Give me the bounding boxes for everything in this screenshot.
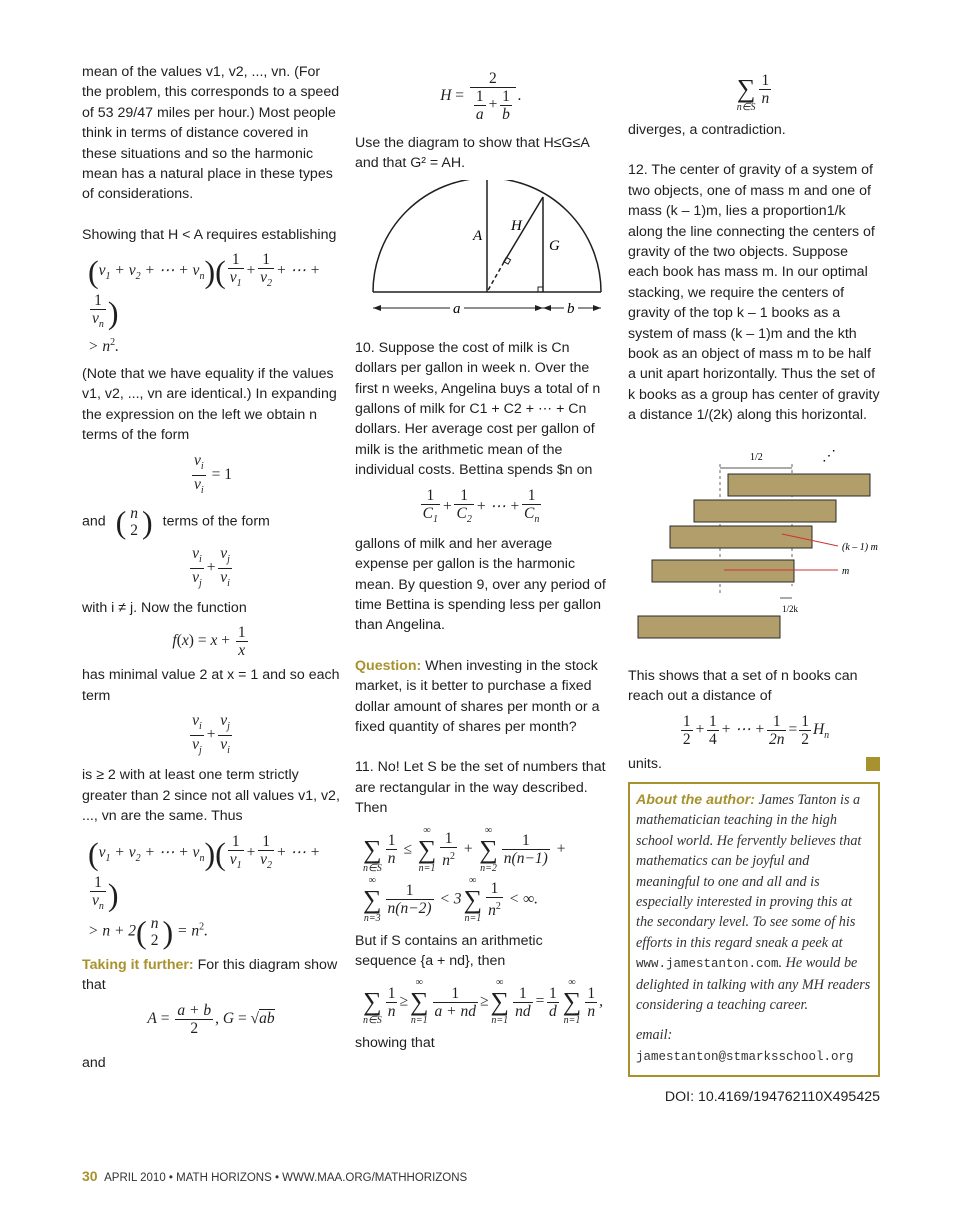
end-of-article-square	[866, 757, 880, 771]
dots-label: ⋰	[822, 448, 836, 464]
label-m: m	[842, 565, 850, 577]
author-text-2: . He would be delighted in talking with any MH readers considering a teaching career.	[636, 955, 871, 1013]
equation-sum-bound: ∑ n∈S $\frac{1}{n}$ ≤ ∞ ∑ n=1 $\frac{1}{n^2}$ + ∞ ∑ n=2 $\frac{1}{n(n-1)}$ + ∞ ∑ n=3 $\frac{1}{n(n-2)}$ < 3 ∞ ∑ n=1 $\frac{1}{n^2}$ < ∞.	[363, 824, 567, 924]
doi-line: DOI: 10.4169/194762110X495425	[664, 1089, 880, 1106]
equation-sum-over-s: ∑ n∈S $\frac{1}{n}$	[736, 71, 770, 113]
paragraph-use-diagram: Use the diagram to show that H≤G≤A and that G² = AH.	[355, 135, 590, 172]
footer-text: APRIL 2010 • MATH HORIZONS • WWW.MAA.ORG/MATHHORIZONS	[104, 1172, 468, 1184]
and-end: and	[82, 1054, 106, 1071]
dashed-radius	[487, 262, 504, 292]
label-a-upper: A	[473, 227, 483, 244]
equation-vi-over-vi: $\frac{v_i}{v_i}$ = 1	[194, 451, 232, 496]
binomial-terms-line: and ( n 2 ) terms of the form	[82, 503, 270, 540]
email-label: email:	[636, 1027, 673, 1044]
question-label: Question:	[355, 657, 422, 674]
paragraph-at-least-one-term: is ≥ 2 with at least one term strictly greater than 2 since not all values v1, v2, ..., vn are the same. Thus	[82, 767, 340, 825]
equation-harmonic-c: $\frac{1}{C_1}$ + $\frac{1}{C_2}$ + ⋯ + $\frac{1}{C_n}$	[422, 486, 540, 525]
equation-h-harmonic: H = 2 $\frac{1}{a}$ + $\frac{1}{b}$ .	[440, 70, 522, 123]
paragraph-now-function: with i ≠ j. Now the function	[82, 600, 247, 616]
and-label: and	[82, 513, 106, 530]
author-heading: About the author:	[636, 791, 755, 808]
paragraph-arithmetic-sequence: But if S contains an arithmetic sequence {a + nd}, then	[355, 932, 543, 970]
question-paragraph: Question: When investing in the stock market, is it better to purchase a fixed dollar amount of shares per month or a fixed quantity of shares per month?	[355, 657, 600, 735]
column-left	[82, 62, 340, 1073]
column-middle	[355, 62, 607, 1054]
page-number: 30	[82, 1168, 98, 1184]
book-4	[652, 560, 794, 582]
paragraph-diverges: diverges, a contradiction.	[628, 122, 786, 138]
book-3	[670, 526, 812, 548]
inequality-final: ($v_1 + v_2$ + ⋯ + $v_n$)( $\frac{1}{v_1}$ + $\frac{1}{v_2}$ + ⋯ + $\frac{1}{v_n}$ ) > n + 2( n 2 ) = $n^2$.	[88, 832, 321, 950]
equation-vi-vj-sum: $\frac{v_i}{v_j}$ + $\frac{v_j}{v_i}$	[192, 544, 230, 589]
paragraph-milk-cost: 10. Suppose the cost of milk is Cn dollars per gallon in week n. Over the first n weeks, Angelina buys a total of n gallons of milk for C1 + C2 + ⋯ + Cn dollars. Her average cost per gallon of milk is the arithmetic mean of the individual costs. Bettina spends $n on	[355, 339, 601, 479]
right-angle-mark-2	[504, 257, 511, 264]
label-b: b	[567, 300, 575, 317]
equation-harmonic-reach: $\frac{1}{2}$ + $\frac{1}{4}$ + ⋯ + $\frac{1}{2n}$ = $\frac{1}{2}$ $H_n$	[682, 712, 830, 748]
taking-further-label: Taking it further:	[82, 956, 194, 973]
taking-further-paragraph: Taking it further: For this diagram show that	[82, 956, 338, 994]
label-one-over-2k: 1/2k	[782, 603, 799, 614]
book-1	[728, 474, 870, 496]
units-line	[628, 754, 880, 774]
column-right	[628, 62, 880, 1108]
paragraph-harmonic-mean: mean of the values v1, v2, ..., vn. (For the problem, this corresponds to a speed of 53 29/47 miles per hour.) Most people think in terms of distance covered in these situations and so the harmonic mean has a natural place in these types of considerations.	[82, 64, 340, 203]
book-stack-figure	[632, 446, 882, 646]
paragraph-showing-that: showing that	[355, 1035, 435, 1052]
terms-label: terms of the form	[162, 513, 270, 530]
paragraph-eleven: 11. No! Let S be the set of numbers that are rectangular in the way described. Then	[355, 759, 606, 817]
page-footer	[82, 1168, 467, 1184]
book-2	[694, 500, 836, 522]
author-email-line	[636, 1025, 872, 1067]
segment-h	[504, 197, 543, 262]
paragraph-center-of-gravity: 12. The center of gravity of a system of two objects, one of mass m and one of mass (k – 1)m, lies a proportion1/k along the line connecting the centers of gravity of the two objects. Suppose each book has mass m. In our optimal stacking, we require the centers of gravity of the top k – 1 books as a system of mass (k – 1)m and the kth book as an object of mass m to be half a unit apart horizontally. Thus the set of k books as a group has center of gravity a distance 1/(2k) along this horizontal.	[628, 162, 880, 424]
author-box	[628, 782, 880, 1077]
label-h: H	[511, 217, 522, 234]
paragraph-gallons-harmonic: gallons of milk and her average expense per gallon is the harmonic mean. By question 9, over any period of time Bettina is spending less per gallon than Angelina.	[355, 535, 606, 634]
inequality-product-sum: ($v_1 + v_2$ + ⋯ + $v_n$)( $\frac{1}{v_1}$ + $\frac{1}{v_2}$ + ⋯ + $\frac{1}{v_n}$ ) > $n^2$.	[88, 251, 321, 356]
equation-f-of-x: f(x) = x + $\frac{1}{x}$	[172, 624, 246, 660]
label-km1m: (k – 1) m	[842, 541, 878, 553]
paragraph-equality-note: (Note that we have equality if the values v1, v2, ..., vn are identical.) In expanding the expression on the left we obtain n terms of the form	[82, 366, 337, 444]
book-5	[638, 616, 780, 638]
email-link[interactable]: jamestanton@stmarksschool.org	[636, 1049, 854, 1064]
equation-each-term: $\frac{v_i}{v_j}$ + $\frac{v_j}{v_i}$	[192, 712, 230, 757]
label-half: 1/2	[750, 451, 763, 463]
paragraph-showing-h-less-a: Showing that H < A requires establishing	[82, 226, 337, 243]
units-label: units.	[628, 755, 662, 772]
paragraph-reach-out: This shows that a set of n books can reach out a distance of	[628, 667, 858, 705]
semicircle-diagram	[367, 180, 607, 330]
paragraph-minimal-value: has minimal value 2 at x = 1 and so each term	[82, 667, 340, 704]
label-a-lower: a	[453, 300, 461, 317]
author-url-link[interactable]: www.jamestanton.com	[636, 957, 779, 972]
label-g: G	[549, 237, 560, 254]
author-text: James Tanton is a mathematician teaching in the high school world. He fervently believes that mathematics can be joyful and meaningful to one and all and is especially interested in proving this at the secondary level. To see some of his efforts in this regard sneak a peek at	[636, 791, 862, 951]
equation-a-and-g: A = $\frac{a + b}{2}$ , G = √ab	[147, 1001, 275, 1037]
equation-sum-divergence: ∑ n∈S $\frac{1}{n}$ ≥ ∞ ∑ n=1 $\frac{1}{a + nd}$ ≥ ∞ ∑ n=1 $\frac{1}{nd}$ = $\frac{1}{d}$ ∞ ∑ n=1 $\frac{1}{n}$ ,	[363, 977, 603, 1027]
